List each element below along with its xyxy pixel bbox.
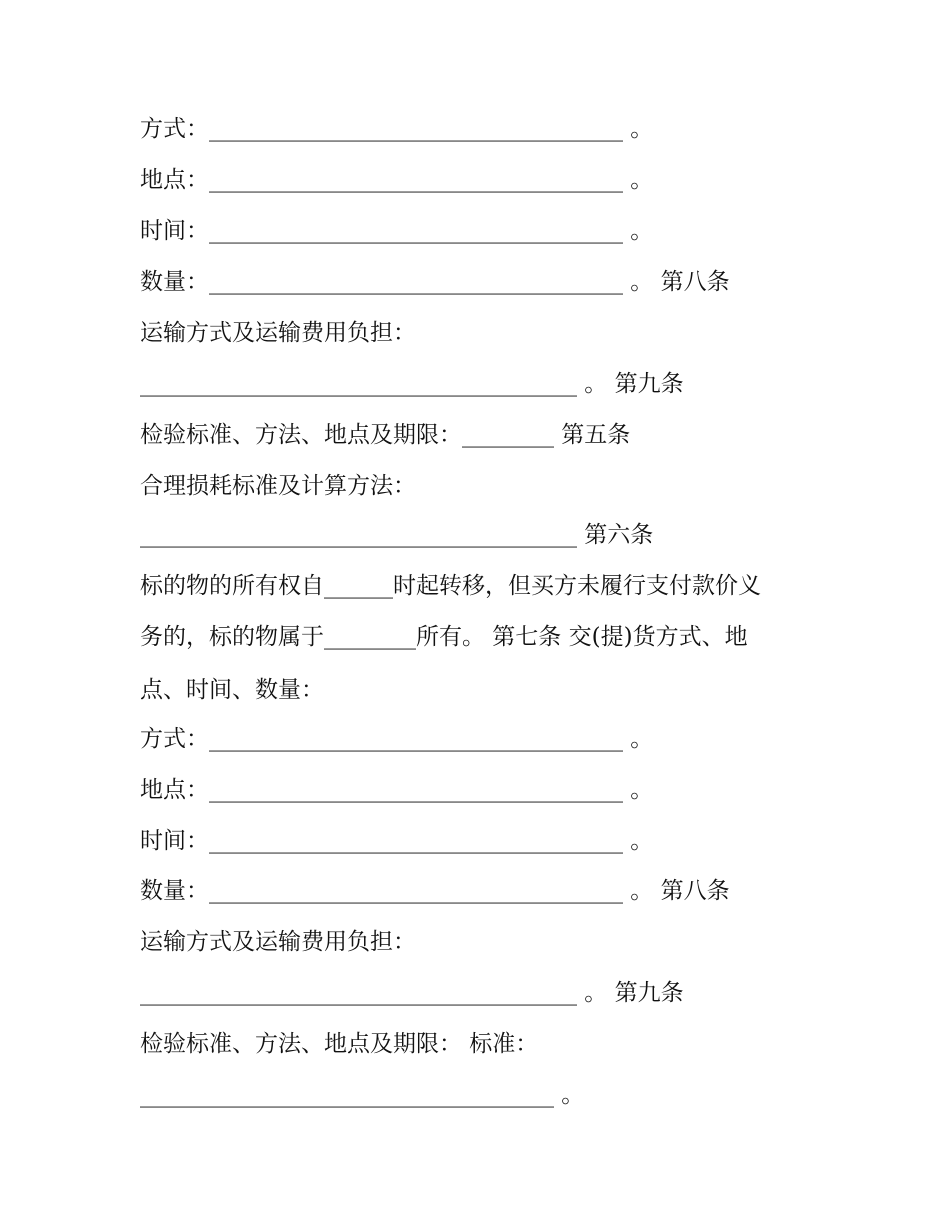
text-line: 检验标准、方法、地点及期限：________ 第五条 bbox=[140, 422, 631, 448]
text-line: 时间：____________________________________ 。 bbox=[140, 218, 654, 244]
text-line: 检验标准、方法、地点及期限： 标准： bbox=[140, 1031, 539, 1057]
text-line: ______________________________________ 。 第九条 bbox=[140, 980, 684, 1006]
text-line: 标的物的所有权自______时起转移，但买方未履行支付款价义 bbox=[140, 573, 761, 599]
text-line: ______________________________________ 。 第九条 bbox=[140, 371, 684, 397]
text-line: 方式：____________________________________ 。 bbox=[140, 116, 654, 142]
text-line: 地点：____________________________________ 。 bbox=[140, 167, 654, 193]
text-line: 务的，标的物属于________所有。 第七条 交(提)货方式、地 bbox=[140, 624, 748, 650]
text-line: 运输方式及运输费用负担： bbox=[140, 320, 416, 346]
text-line: ____________________________________ 。 bbox=[140, 1082, 585, 1108]
text-line: 合理损耗标准及计算方法： bbox=[140, 473, 416, 499]
text-line: 运输方式及运输费用负担： bbox=[140, 929, 416, 955]
text-line: 数量：____________________________________ 。 第八条 bbox=[140, 269, 730, 295]
text-line: 方式：____________________________________ 。 bbox=[140, 726, 654, 752]
text-line: 数量：____________________________________ 。 第八条 bbox=[140, 878, 730, 904]
text-line: ______________________________________ 第六条 bbox=[140, 522, 654, 548]
text-line: 时间：____________________________________ 。 bbox=[140, 828, 654, 854]
text-line: 地点：____________________________________ 。 bbox=[140, 777, 654, 803]
text-line: 点、时间、数量： bbox=[140, 677, 324, 703]
